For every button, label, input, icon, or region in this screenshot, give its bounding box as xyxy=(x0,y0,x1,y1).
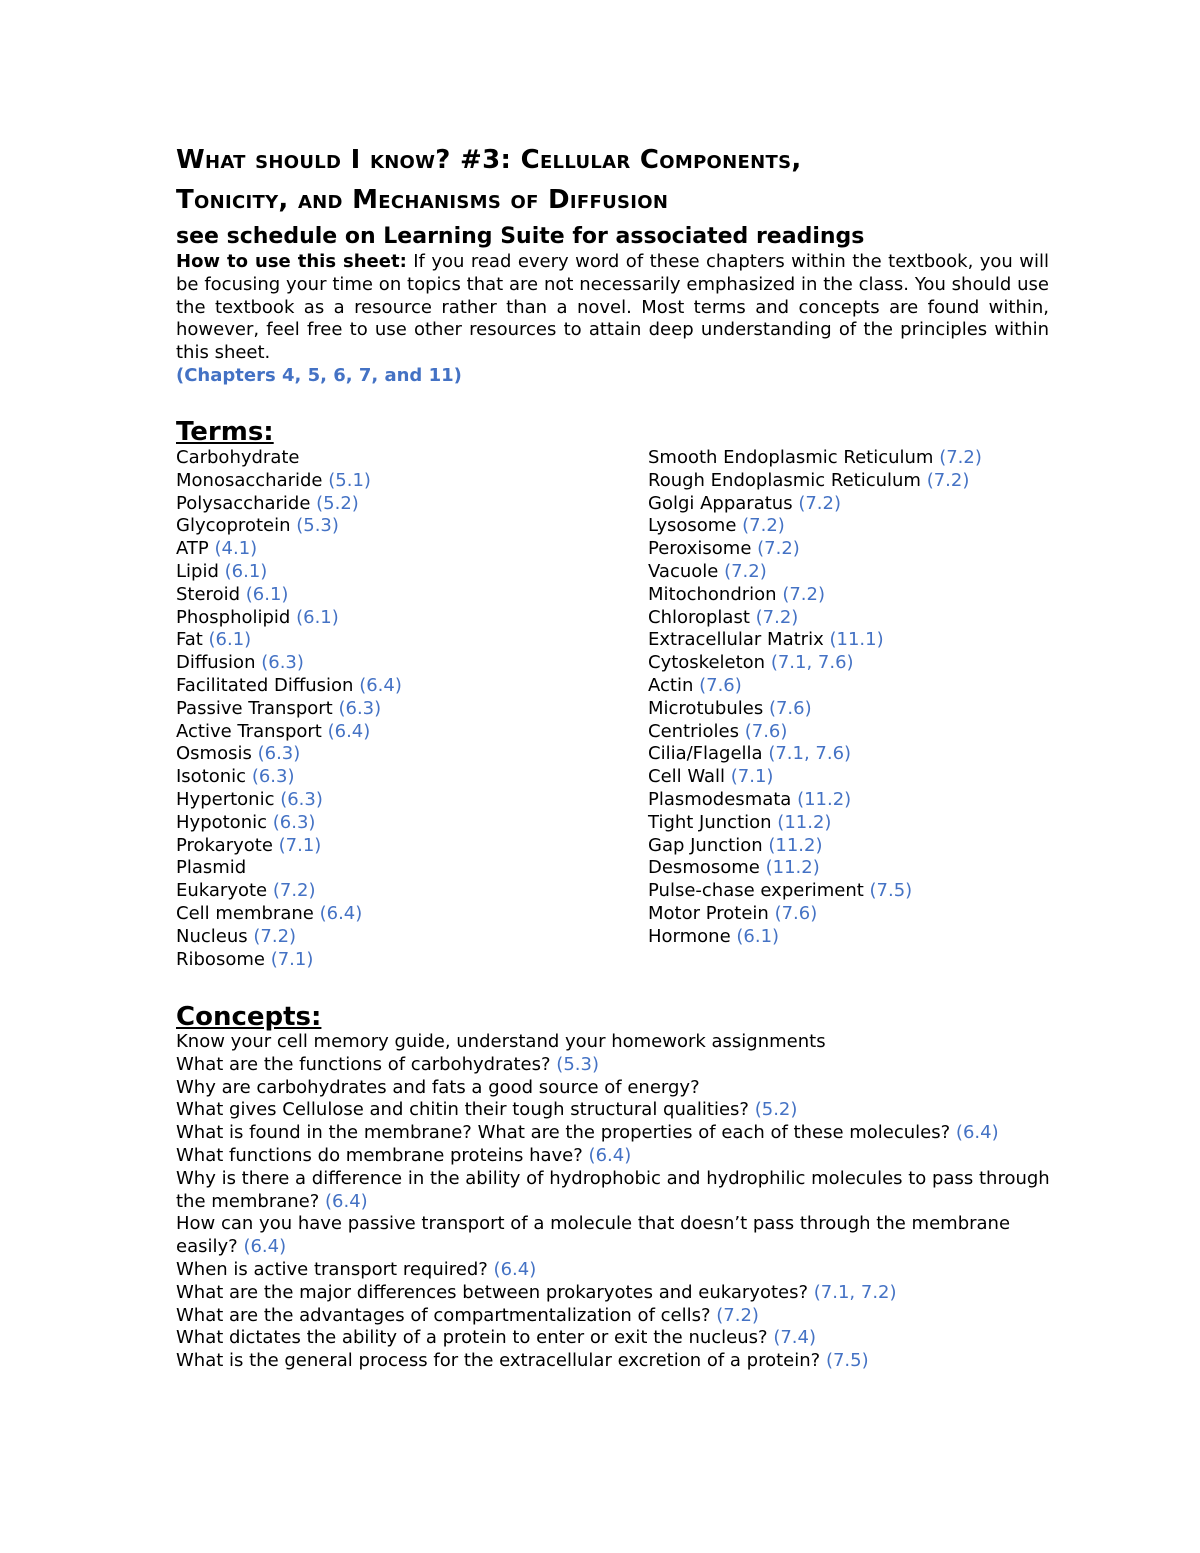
section-reference: (6.3) xyxy=(261,652,304,674)
term-item xyxy=(176,470,402,493)
section-reference: (7.1, 7.6) xyxy=(768,743,852,765)
term-item xyxy=(176,949,402,972)
term-item xyxy=(176,652,402,675)
term-name: Lysosome xyxy=(648,515,737,537)
term-item xyxy=(648,561,982,584)
term-item xyxy=(648,812,982,835)
term-item xyxy=(176,721,402,744)
term-name: Centrioles xyxy=(648,720,739,742)
section-reference: (11.2) xyxy=(765,857,820,879)
term-item xyxy=(176,857,402,880)
term-item xyxy=(648,538,982,561)
concept-text: Why are carbohydrates and fats a good source of energy? xyxy=(176,1076,700,1098)
title-line-2: Tonicity, and Mechanisms of Diffusion xyxy=(176,185,669,215)
terms-heading: Terms: xyxy=(176,417,274,447)
section-reference: (5.3) xyxy=(296,515,339,537)
term-name: Gap Junction xyxy=(648,834,763,856)
concept-text: What gives Cellulose and chitin their tough structural qualities? xyxy=(176,1099,749,1121)
term-name: Vacuole xyxy=(648,560,719,582)
term-name: Steroid xyxy=(176,583,241,605)
term-item xyxy=(648,766,982,789)
term-name: Osmosis xyxy=(176,743,252,765)
section-reference: (7.5) xyxy=(825,1350,869,1372)
concept-item xyxy=(176,1054,1056,1077)
term-name: Glycoprotein xyxy=(176,515,291,537)
concept-item xyxy=(176,1213,1056,1259)
term-name: Rough Endoplasmic Reticulum xyxy=(648,469,921,491)
terms-list-left xyxy=(176,447,402,971)
term-item xyxy=(176,493,402,516)
term-item xyxy=(648,880,982,903)
section-reference: (5.3) xyxy=(556,1053,599,1075)
section-reference: (7.2) xyxy=(939,447,982,468)
section-reference: (7.5) xyxy=(869,880,913,902)
term-name: Mitochondrion xyxy=(648,583,777,605)
section-reference: (7.1) xyxy=(278,834,322,856)
section-reference: (6.3) xyxy=(280,788,323,810)
term-name: Chloroplast xyxy=(648,606,750,628)
term-name: Hypertonic xyxy=(176,788,275,810)
term-name: Actin xyxy=(648,674,694,696)
concept-item xyxy=(176,1031,1056,1054)
section-reference: (4.1) xyxy=(214,538,258,560)
term-name: Isotonic xyxy=(176,766,247,788)
term-item xyxy=(648,584,982,607)
section-reference: (6.1) xyxy=(208,629,252,651)
subtitle: see schedule on Learning Suite for associated readings xyxy=(176,224,865,249)
section-reference: (7.1) xyxy=(270,948,314,970)
section-reference: (7.2) xyxy=(782,583,825,605)
term-name: Cell Wall xyxy=(648,766,726,788)
section-reference: (6.3) xyxy=(272,811,316,833)
term-name: Nucleus xyxy=(176,925,248,947)
section-reference: (7.2) xyxy=(798,492,841,514)
concept-item xyxy=(176,1305,1056,1328)
section-reference: (6.3) xyxy=(257,743,301,765)
term-name: Eukaryote xyxy=(176,880,268,902)
concept-item xyxy=(176,1099,1056,1122)
section-reference: (7.2) xyxy=(716,1304,759,1326)
terms-list-right xyxy=(648,447,982,949)
term-name: Polysaccharide xyxy=(176,492,311,514)
term-item xyxy=(648,721,982,744)
chapters-note: (Chapters 4, 5, 6, 7, and 11) xyxy=(176,365,462,386)
section-reference: (7.1, 7.6) xyxy=(770,652,854,674)
concepts-heading: Concepts: xyxy=(176,1002,322,1032)
term-item xyxy=(176,629,402,652)
section-reference: (7.6) xyxy=(699,674,742,696)
term-name: Phospholipid xyxy=(176,606,291,628)
term-item xyxy=(176,447,402,470)
term-item xyxy=(648,789,982,812)
term-item xyxy=(648,652,982,675)
concept-text: What are the major differences between prokaryotes and eukaryotes? xyxy=(176,1281,809,1303)
section-reference: (6.3) xyxy=(251,766,295,788)
term-item xyxy=(176,926,402,949)
concept-text: What functions do membrane proteins have? xyxy=(176,1144,583,1166)
concept-item xyxy=(176,1327,1056,1350)
term-item xyxy=(648,493,982,516)
term-name: Hypotonic xyxy=(176,811,268,833)
concept-text: What dictates the ability of a protein to enter or exit the nucleus? xyxy=(176,1327,768,1349)
section-reference: (6.1) xyxy=(224,560,268,582)
howto-text: If you read every word of these chapters within the textbook, you will be focusing your time on topics that are not necessarily emphasized in the class. You should use the textbook as a resource rather than a novel. Most terms and concepts are found within, however, feel free to use other resources to attain deep understanding of the principles within this sheet. xyxy=(176,251,1049,364)
concept-item xyxy=(176,1077,1056,1100)
term-item xyxy=(176,584,402,607)
term-item xyxy=(648,857,982,880)
term-name: Peroxisome xyxy=(648,538,752,560)
term-item xyxy=(648,835,982,858)
term-name: Desmosome xyxy=(648,857,760,879)
term-name: Ribosome xyxy=(176,948,265,970)
section-reference: (6.4) xyxy=(243,1236,287,1258)
term-name: Lipid xyxy=(176,560,219,582)
section-reference: (6.1) xyxy=(736,925,780,947)
term-item xyxy=(176,515,402,538)
section-reference: (6.1) xyxy=(245,583,289,605)
term-name: Golgi Apparatus xyxy=(648,492,793,514)
term-name: Cilia/Flagella xyxy=(648,743,763,765)
term-name: Prokaryote xyxy=(176,834,273,856)
concept-text: How can you have passive transport of a molecule that doesn’t pass through the membrane easily? xyxy=(176,1213,1011,1258)
term-item xyxy=(176,835,402,858)
section-reference: (11.2) xyxy=(768,834,823,856)
term-item xyxy=(176,812,402,835)
section-reference: (5.2) xyxy=(754,1099,798,1121)
concept-item xyxy=(176,1350,1056,1373)
section-reference: (11.2) xyxy=(777,811,832,833)
section-reference: (6.4) xyxy=(359,674,402,696)
term-name: Active Transport xyxy=(176,720,322,742)
section-reference: (7.1) xyxy=(730,766,774,788)
section-reference: (7.2) xyxy=(926,469,970,491)
term-item xyxy=(648,447,982,470)
howto-label: How to use this sheet: xyxy=(176,251,407,272)
term-item xyxy=(648,903,982,926)
term-name: Facilitated Diffusion xyxy=(176,674,354,696)
term-item xyxy=(176,743,402,766)
section-reference: (6.4) xyxy=(588,1144,632,1166)
section-reference: (7.1, 7.2) xyxy=(813,1281,897,1303)
concept-item xyxy=(176,1122,1056,1145)
term-item xyxy=(176,880,402,903)
section-reference: (11.2) xyxy=(797,788,852,810)
concept-text: Know your cell memory guide, understand your homework assignments xyxy=(176,1031,826,1052)
section-reference: (7.6) xyxy=(774,902,818,924)
title-line-1: What should I know? #3: Cellular Components, xyxy=(176,145,802,175)
term-name: Cytoskeleton xyxy=(648,652,766,674)
term-item xyxy=(176,903,402,926)
section-reference: (6.4) xyxy=(955,1122,999,1144)
section-reference: (6.1) xyxy=(296,606,339,628)
section-reference: (7.2) xyxy=(724,560,767,582)
term-name: Passive Transport xyxy=(176,697,333,719)
term-name: Microtubules xyxy=(648,697,764,719)
concepts-list xyxy=(176,1031,1056,1373)
term-item xyxy=(176,607,402,630)
section-reference: (7.6) xyxy=(768,697,812,719)
term-item xyxy=(176,698,402,721)
howto-paragraph xyxy=(176,251,1049,365)
term-name: Carbohydrate xyxy=(176,447,300,468)
section-reference: (5.1) xyxy=(328,469,371,491)
concept-item xyxy=(176,1168,1056,1214)
term-name: Cell membrane xyxy=(176,902,314,924)
term-item xyxy=(648,470,982,493)
section-reference: (7.2) xyxy=(742,515,785,537)
term-name: Extracellular Matrix xyxy=(648,629,824,651)
section-reference: (11.1) xyxy=(829,629,884,651)
section-reference: (6.4) xyxy=(327,720,371,742)
concept-item xyxy=(176,1282,1056,1305)
term-item xyxy=(176,538,402,561)
section-reference: (6.4) xyxy=(325,1190,368,1212)
term-name: Fat xyxy=(176,629,203,651)
term-name: Plasmodesmata xyxy=(648,788,792,810)
section-reference: (7.6) xyxy=(744,720,788,742)
term-name: Pulse-chase experiment xyxy=(648,880,864,902)
concept-text: Why is there a difference in the ability of hydrophobic and hydrophilic molecules to pass through the membrane? xyxy=(176,1167,1050,1212)
section-reference: (6.3) xyxy=(338,697,382,719)
term-name: Hormone xyxy=(648,925,731,947)
section-reference: (7.2) xyxy=(757,538,800,560)
term-item xyxy=(648,675,982,698)
term-item xyxy=(648,698,982,721)
term-name: Monosaccharide xyxy=(176,469,323,491)
section-reference: (7.2) xyxy=(253,925,297,947)
term-name: ATP xyxy=(176,538,209,560)
term-name: Plasmid xyxy=(176,857,247,879)
term-name: Tight Junction xyxy=(648,811,772,833)
page-title xyxy=(176,140,1076,220)
concept-text: What are the advantages of compartmentalization of cells? xyxy=(176,1304,711,1326)
term-item xyxy=(648,607,982,630)
concept-text: What is the general process for the extracellular excretion of a protein? xyxy=(176,1350,821,1372)
term-name: Motor Protein xyxy=(648,902,769,924)
concept-item xyxy=(176,1259,1056,1282)
concept-text: What is found in the membrane? What are the properties of each of these molecules? xyxy=(176,1122,951,1144)
section-reference: (7.2) xyxy=(272,880,316,902)
section-reference: (7.4) xyxy=(773,1327,816,1349)
term-item xyxy=(648,743,982,766)
concept-text: What are the functions of carbohydrates? xyxy=(176,1053,551,1075)
term-item xyxy=(176,766,402,789)
concept-item xyxy=(176,1145,1056,1168)
section-reference: (6.4) xyxy=(493,1258,537,1280)
concept-text: When is active transport required? xyxy=(176,1258,488,1280)
section-reference: (6.4) xyxy=(319,902,363,924)
term-item xyxy=(176,675,402,698)
term-item xyxy=(176,561,402,584)
section-reference: (5.2) xyxy=(316,492,359,514)
term-item xyxy=(648,629,982,652)
term-name: Smooth Endoplasmic Reticulum xyxy=(648,447,934,468)
term-item xyxy=(648,926,982,949)
term-item xyxy=(648,515,982,538)
term-name: Diffusion xyxy=(176,652,256,674)
section-reference: (7.2) xyxy=(755,606,799,628)
term-item xyxy=(176,789,402,812)
